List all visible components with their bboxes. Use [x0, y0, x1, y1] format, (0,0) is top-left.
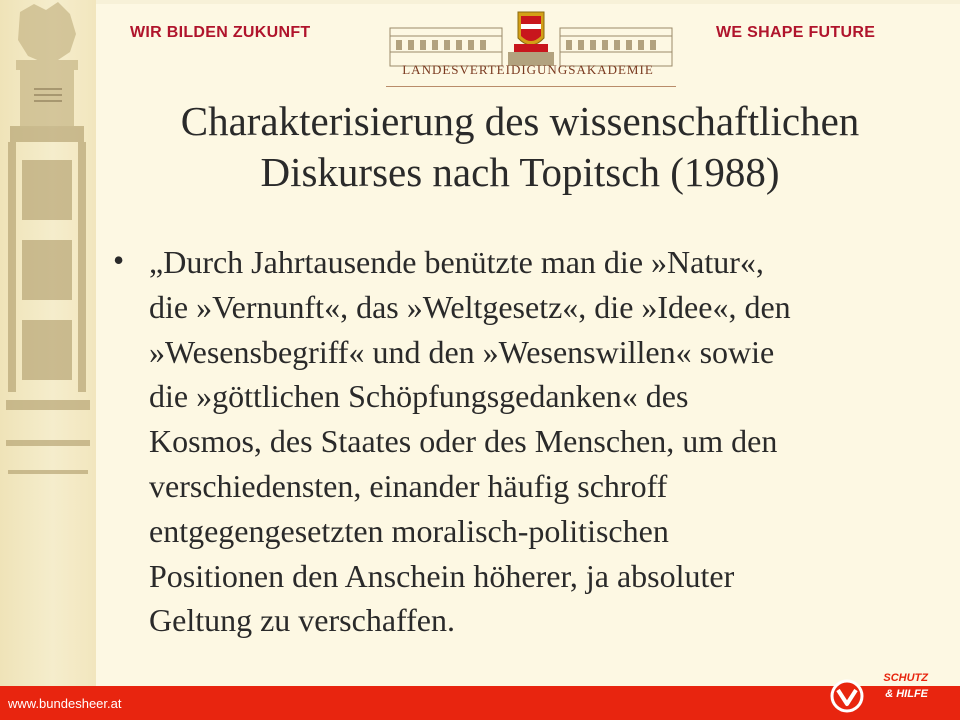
sidebar-monument-image: [0, 0, 96, 686]
logo-line-schutz: SCHUTZ: [883, 672, 928, 684]
quote-bullet: [149, 240, 939, 643]
title-line: Diskurses nach Topitsch (1988): [260, 149, 780, 195]
slogan-english: WE SHAPE FUTURE: [716, 24, 876, 41]
academy-name: LANDESVERTEIDIGUNGSAKADEMIE: [402, 62, 654, 77]
footer-bar: [0, 686, 960, 720]
quote-line: verschiedensten, einander häufig schroff: [149, 467, 668, 504]
slide-title: [100, 96, 940, 198]
quote-line: die »Vernunft«, das »Weltgesetz«, die »Idee«, den: [149, 288, 791, 325]
title-line: Charakterisierung des wissenschaftlichen: [180, 98, 860, 144]
slogan-german: WIR BILDEN ZUKUNFT: [130, 24, 311, 41]
quote-line: Geltung zu verschaffen.: [149, 602, 455, 639]
footer-logo-text: [868, 670, 928, 702]
quote-line: Kosmos, des Staates oder des Menschen, um den: [149, 423, 778, 460]
header-band: [96, 0, 960, 4]
shield-chevron-icon: [830, 679, 864, 713]
bullet-marker: •: [113, 242, 125, 278]
divider: [386, 86, 676, 87]
footer-url: www.bundesheer.at: [8, 696, 122, 711]
academy-building-crest-emblem: [388, 8, 674, 70]
quote-line: „Durch Jahrtausende benützte man die »Natur«,: [149, 244, 764, 280]
quote-line: entgegengesetzten moralisch-politischen: [149, 512, 669, 549]
quote-line: »Wesensbegriff« und den »Wesenswillen« sowie: [149, 333, 775, 370]
monument-statue-image: [0, 0, 96, 686]
logo-line-hilfe: & HILFE: [885, 688, 928, 700]
quote-line: die »göttlichen Schöpfungsgedanken« des: [149, 378, 689, 415]
quote-line: Positionen den Anschein höherer, ja absoluter: [149, 557, 735, 594]
